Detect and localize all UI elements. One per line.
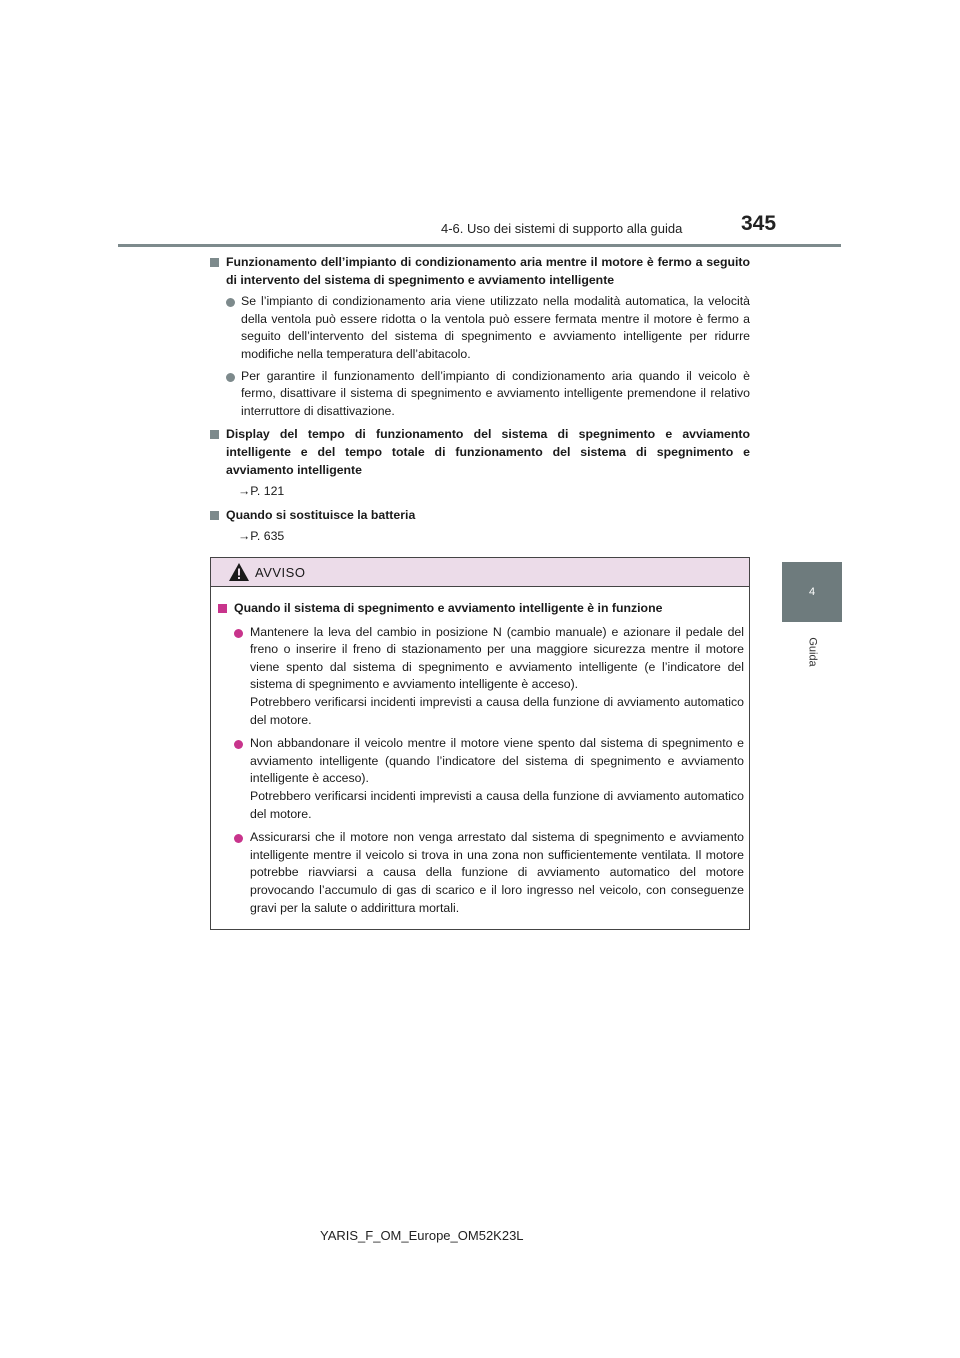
- chapter-label: [798, 622, 828, 682]
- bullet-item: [226, 293, 750, 363]
- square-bullet-icon: [210, 430, 219, 439]
- warning-box: [210, 557, 750, 930]
- circle-bullet-icon: [234, 629, 243, 638]
- circle-bullet-icon: [234, 740, 243, 749]
- bullet-text: Se l’impianto di condizionamento aria viene utilizzato nella modalità automatica, la velocità della ventola può essere ridotta o la ventola può essere fermata mentre il motore è fermo a seguito dell’intervento del sistema di spegnimento e avviamento intelligente per ridurre modifiche nella temperatura dell’abitacolo.: [241, 294, 750, 361]
- chapter-number: 4: [808, 586, 816, 598]
- square-bullet-icon: [210, 511, 219, 520]
- page-reference: →P. 121: [238, 484, 285, 499]
- chapter-label-text: Guida: [806, 637, 819, 667]
- main-content: [210, 254, 750, 552]
- section-display-time: [210, 426, 750, 500]
- warning-body: [211, 587, 749, 917]
- warning-triangle-icon: [228, 562, 250, 582]
- warning-bullet: [234, 735, 744, 823]
- bullet-text: Per garantire il funzionamento dell’impianto di condizionamento aria quando il veicolo è fermo, disattivare il sistema di spegnimento e avviamento intelligente premendone il relativo interruttore di disattivazione.: [241, 368, 750, 418]
- warning-bullet-note: Potrebbero verificarsi incidenti imprevisti a causa della funzione di avviamento automatico del motore.: [250, 788, 744, 821]
- header-section-title: 4-6. Uso dei sistemi di supporto alla guida: [441, 221, 683, 236]
- warning-bullet: [234, 829, 744, 917]
- warning-section-title: Quando il sistema di spegnimento e avviamento intelligente è in funzione: [234, 601, 663, 615]
- section-title: Display del tempo di funzionamento del sistema di spegnimento e avviamento intelligente e del tempo totale di funzionamento del sistema di spegnimento e avviamento intelligente: [226, 427, 750, 477]
- page-number: 345: [741, 212, 777, 235]
- warning-bullet-text: Assicurarsi che il motore non venga arrestato dal sistema di spegnimento e avviamento intelligente mentre il veicolo si trova in una zona non sufficientemente ventilata. Il motore potrebbe riavviarsi a causa della funzione di avviamento automatico del motore provocando l’accumulo di gas di scarico e il loro ingresso nel veicolo, con conseguenze gravi per la salute o addirittura mortali.: [250, 830, 744, 915]
- section-title: Quando si sostituisce la batteria: [226, 507, 416, 522]
- warning-header: [211, 558, 749, 587]
- warning-bullet-text: Mantenere la leva del cambio in posizione N (cambio manuale) e azionare il pedale del freno o inserire il freno di stazionamento per una maggiore sicurezza mentre il motore viene spento dal sistema di spegnimento e avviamento intelligente (e l’indicatore del sistema di spegnimento e avviamento intelligente è acceso).: [250, 624, 744, 692]
- circle-bullet-icon: [226, 373, 235, 382]
- section-title: Funzionamento dell’impianto di condizionamento aria mentre il motore è fermo a seguito di intervento del sistema di spegnimento e avviamento intelligente: [226, 255, 750, 287]
- warning-bullet: [234, 624, 744, 730]
- page-reference: →P. 635: [238, 529, 285, 544]
- bullet-item: [226, 368, 750, 421]
- square-bullet-icon: [218, 604, 227, 613]
- chapter-tab: [782, 562, 842, 622]
- circle-bullet-icon: [234, 834, 243, 843]
- footer-document-code: YARIS_F_OM_Europe_OM52K23L: [320, 1228, 524, 1243]
- circle-bullet-icon: [226, 298, 235, 307]
- warning-bullet-text: Non abbandonare il veicolo mentre il motore viene spento dal sistema di spegnimento e avviamento intelligente (quando l’indicatore del sistema di spegnimento e avviamento intelligente è acceso).: [250, 736, 744, 786]
- warning-bullet-note: Potrebbero verificarsi incidenti imprevisti a causa della funzione di avviamento automatico del motore.: [250, 694, 744, 727]
- header-divider: [118, 244, 841, 247]
- section-battery: [210, 507, 750, 546]
- warning-section: [218, 600, 744, 618]
- warning-title: AVVISO: [255, 564, 306, 580]
- square-bullet-icon: [210, 258, 219, 267]
- section-aircon: [210, 254, 750, 420]
